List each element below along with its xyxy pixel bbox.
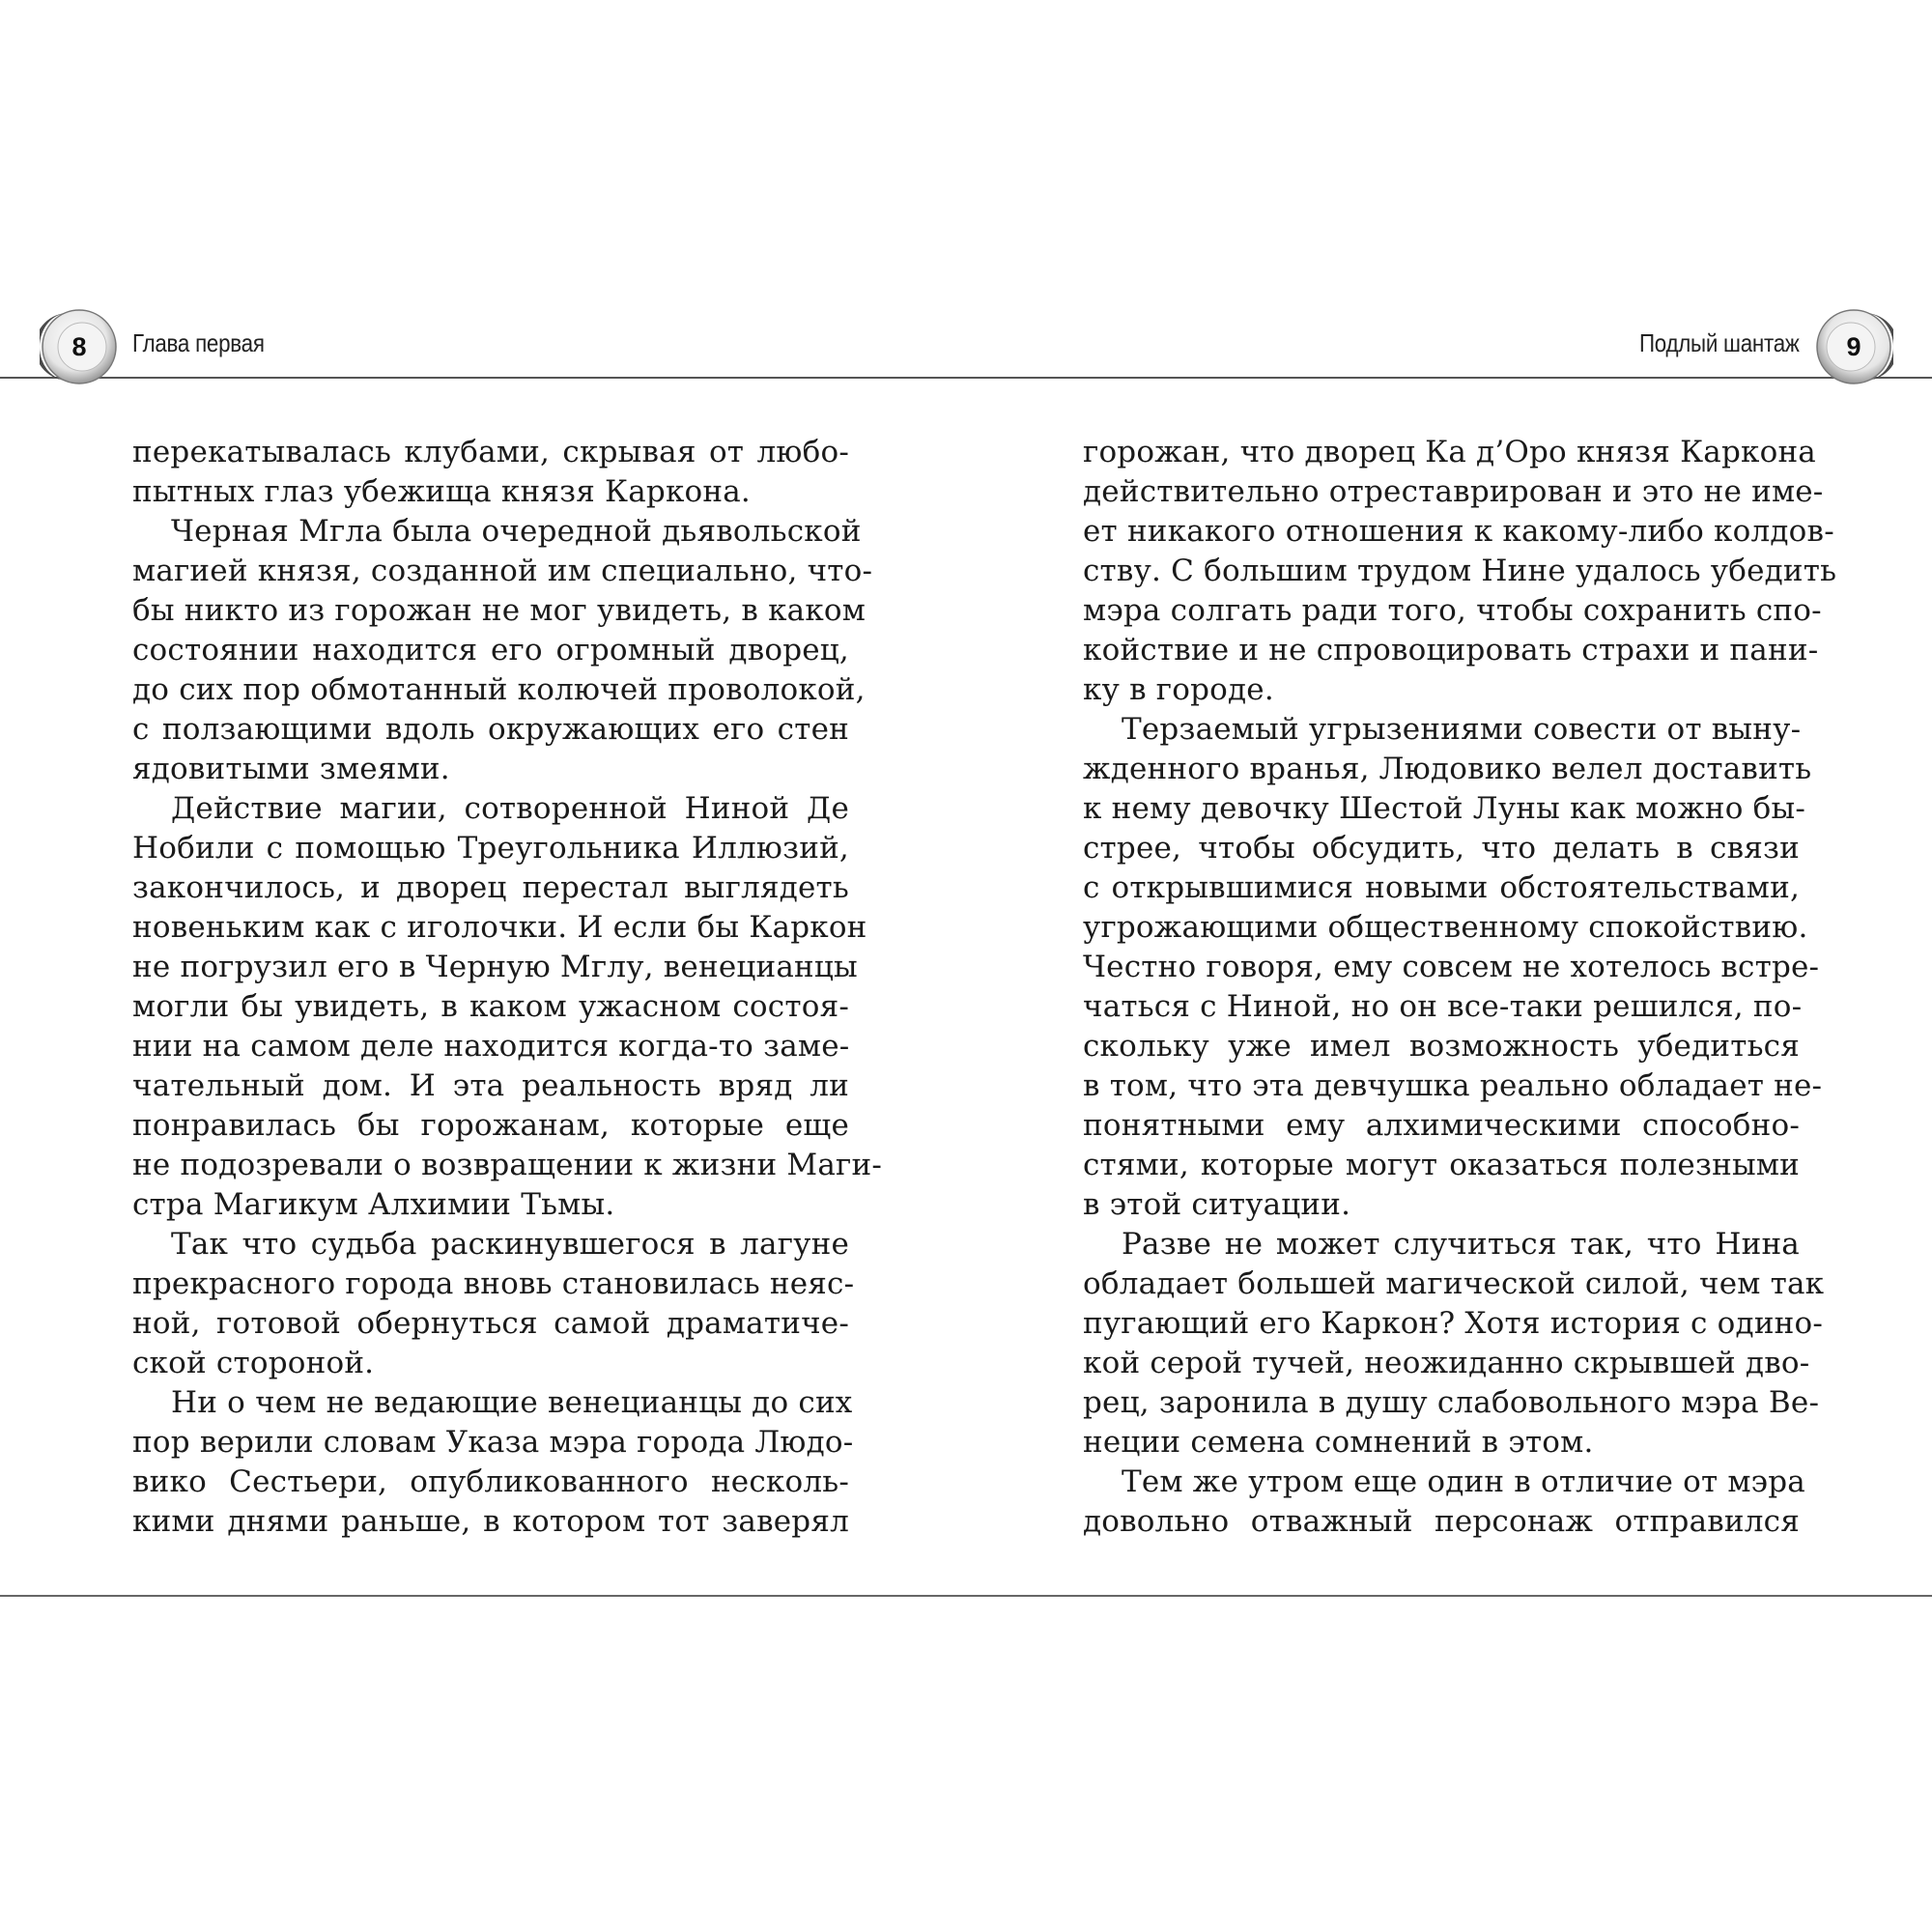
text-line: чательный дом. И эта реальность вряд ли xyxy=(132,1068,849,1103)
text-line: ской стороной. xyxy=(132,1346,375,1380)
running-head-left: Глава первая xyxy=(132,328,265,357)
text-line: нии на самом деле находится когда-то заме- xyxy=(132,1029,850,1064)
text-line: Честно говоря, ему совсем не хотелось встре- xyxy=(1083,950,1820,984)
text-line: ной, готовой обернуться самой драматиче- xyxy=(132,1306,849,1341)
text-line: довольно отважный персонаж отправился xyxy=(1083,1504,1800,1539)
footer-rule xyxy=(0,1595,1932,1597)
text-line: перекатывалась клубами, скрывая от любо- xyxy=(132,435,849,469)
text-line: Черная Мгла была очередной дьявольской xyxy=(171,514,862,549)
text-line: бы никто из горожан не мог увидеть, в каком xyxy=(132,593,867,628)
page-number-badge-left xyxy=(40,307,119,386)
text-line: койствие и не спровоцировать страхи и пани- xyxy=(1083,633,1819,668)
text-line: ку в городе. xyxy=(1083,672,1274,707)
text-line: неции семена сомнений в этом. xyxy=(1083,1425,1594,1460)
text-line: пор верили словам Указа мэра города Людо- xyxy=(132,1425,854,1460)
text-line: пугающий его Каркон? Хотя история с одино- xyxy=(1083,1306,1824,1341)
text-line: Тем же утром еще один в отличие от мэра xyxy=(1122,1464,1805,1499)
text-line: обладает большей магической силой, чем так xyxy=(1083,1266,1825,1301)
text-line: действительно отреставрирован и это не име- xyxy=(1083,474,1824,509)
text-line: ству. С большим трудом Нине удалось убедить xyxy=(1083,554,1837,588)
text-line: понравилась бы горожанам, которые еще xyxy=(132,1108,849,1143)
text-line: пытных глаз убежища князя Каркона. xyxy=(132,474,751,509)
text-line: с ползающими вдоль окружающих его стен xyxy=(132,712,849,747)
text-line: Ни о чем не ведающие венецианцы до сих xyxy=(171,1385,853,1420)
text-line: стями, которые могут оказаться полезными xyxy=(1083,1148,1800,1182)
text-line: стра Магикум Алхимии Тьмы. xyxy=(132,1187,615,1222)
text-line: прекрасного города вновь становилась неяс- xyxy=(132,1266,855,1301)
text-line: новеньким как с иголочки. И если бы Каркон xyxy=(132,910,867,945)
text-line: скольку уже имел возможность убедиться xyxy=(1083,1029,1800,1064)
text-line: до сих пор обмотанный колючей проволокой, xyxy=(132,672,866,707)
text-line: Так что судьба раскинувшегося в лагуне xyxy=(171,1227,849,1262)
text-line: кой серой тучей, неожиданно скрывшей дво- xyxy=(1083,1346,1810,1380)
text-line: не подозревали о возвращении к жизни Маги- xyxy=(132,1148,882,1182)
page-number-left: 8 xyxy=(71,332,87,361)
text-line: состоянии находится его огромный дворец, xyxy=(132,633,849,668)
text-line: магией князя, созданной им специально, что- xyxy=(132,554,873,588)
text-line: горожан, что дворец Ка д’Оро князя Каркона xyxy=(1083,435,1816,469)
text-line: Разве не может случиться так, что Нина xyxy=(1122,1227,1800,1262)
text-line: жденного вранья, Людовико велел доставить xyxy=(1083,752,1812,786)
text-line: могли бы увидеть, в каком ужасном состоя- xyxy=(132,989,849,1024)
text-line: кими днями раньше, в котором тот заверял xyxy=(132,1504,849,1539)
text-line: Действие магии, сотворенной Ниной Де xyxy=(171,791,849,826)
text-line: ядовитыми змеями. xyxy=(132,752,450,786)
left-page-text xyxy=(132,433,882,1542)
text-line: стрее, чтобы обсудить, что делать в связи xyxy=(1083,831,1800,866)
text-line: рец, заронила в душу слабовольного мэра Ве- xyxy=(1083,1385,1820,1420)
text-line: чаться с Ниной, но он все-таки решился, по- xyxy=(1083,989,1803,1024)
text-line: угрожающими общественному спокойствию. xyxy=(1083,910,1808,945)
page-number-badge-right xyxy=(1814,307,1893,386)
text-line: в этой ситуации. xyxy=(1083,1187,1351,1222)
header-rule xyxy=(0,377,1932,379)
running-head-right: Подлый шантаж xyxy=(1639,328,1800,357)
page-number-right: 9 xyxy=(1846,332,1861,361)
text-line: к нему девочку Шестой Луны как можно бы- xyxy=(1083,791,1806,826)
text-line: не погрузил его в Черную Мглу, венецианцы xyxy=(132,950,858,984)
text-line: с открывшимися новыми обстоятельствами, xyxy=(1083,870,1800,905)
text-line: Нобили с помощью Треугольника Иллюзий, xyxy=(132,831,849,866)
right-page-text xyxy=(1083,433,1837,1542)
text-line: Терзаемый угрызениями совести от выну- xyxy=(1122,712,1802,747)
text-line: понятными ему алхимическими способно- xyxy=(1083,1108,1800,1143)
text-line: вико Сестьери, опубликованного несколь- xyxy=(132,1464,849,1499)
text-line: ет никакого отношения к какому-либо колдов- xyxy=(1083,514,1834,549)
text-line: в том, что эта девчушка реально обладает не- xyxy=(1083,1068,1823,1103)
text-line: закончилось, и дворец перестал выглядеть xyxy=(132,870,849,905)
text-line: мэра солгать ради того, чтобы сохранить спо- xyxy=(1083,593,1822,628)
